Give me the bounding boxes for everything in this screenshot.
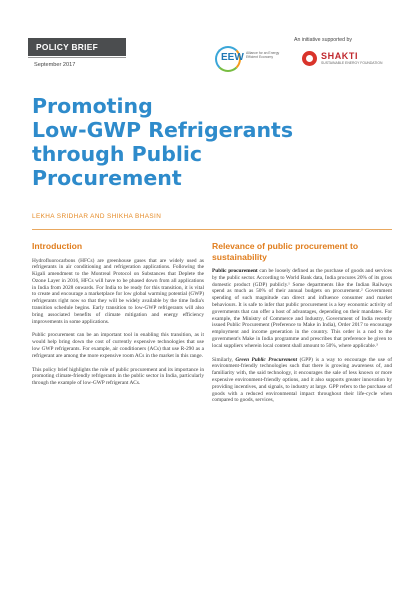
title-line-1: Promoting: [32, 94, 153, 118]
relevance-heading: Relevance of public procurement to sustainability: [212, 241, 359, 262]
relevance-section: [212, 241, 392, 411]
title-divider: [32, 229, 392, 230]
introduction-section: [32, 241, 204, 394]
introduction-paragraph-1: Hydrofluorocarbons (HFCs) are greenhouse gases that are widely used as refrigerants in air conditioning and refrigeration applications. Following the Kigali amendment to the Montreal Protocol on Substances that Deplete the Ozone Layer in 2016, HFCs will have to be phased down from all applications in India from 2028 onwards. For India to be ready for this transition, it is vital to create and encourage a marketplace for low global warming potential (GWP) refrigerants right now so that they will be widely available by the time India's transition schedule begins. Early transition to low-GWP refrigerants will also bring associated benefits of climate mitigation and energy efficiency improvements in some applications.: [32, 257, 204, 325]
publication-date: September 2017: [34, 62, 76, 68]
introduction-heading: Introduction: [32, 241, 83, 251]
title-line-4: Procurement: [32, 166, 182, 190]
eew-logo: [215, 46, 295, 78]
title-line-3: through Public: [32, 142, 203, 166]
document-title: [32, 94, 372, 190]
relevance-paragraph-2-text: (GPP) is a way to encourage the use of environment-friendly technologies such that there is growing awareness of, and familiarity with, the said technology, it encourages the sale of less known or more expensive environment-friendly options, and it also supports greater innovation by providing incentives, and signals, to industry at large. GPP refers to the purchase of goods with a reduced environmental impact throughout their life-cycle when compared to goods, services,: [212, 356, 392, 404]
eew-logo-mark: EEW: [221, 52, 244, 63]
shakti-logo-icon: [302, 51, 317, 66]
relevance-paragraph-1-text: can be loosely defined as the purchase of goods and services by the public sector. According to World Bank data, India procures 20% of its gross domestic product (GDP) publicly.¹ Some departments like the Indian Railways spend as much as 50% of their annual budgets on procurement.² Government spending of such magnitude can direct and influence consumer and market behaviours. It is safe to infer that public procurement is a key economic activity of governments that can offer a host of advantages, depending on their mandates. For example, the Ministry of Commerce and Industry, Government of India recently issued Public Procurement (Preference to Make in India), Order 2017 to encourage employment and income generation in the country. This order is a nod to the government's Make in India programme and prescribes that preference be given to local suppliers wherein local content shall amount to 50%, where applicable.³: [212, 268, 392, 349]
authors-line: LEKHA SRIDHAR AND SHIKHA BHASIN: [32, 213, 162, 220]
introduction-paragraph-3: This policy brief highlights the role of public procurement and its importance in promoting climate-friendly refrigerants in the public sector in India, particularly through the example of low-GWP refrigerant ACs.: [32, 366, 204, 387]
public-procurement-term: Public procurement: [212, 268, 258, 274]
introduction-paragraph-2: Public procurement can be an important tool in enabling this transition, as it would help bring down the cost of currently expensive technologies that use low GWP refrigerants. For example, air conditioners (ACs) that use R-290 as a refrigerant are among the more expensive room ACs in the market in this range.: [32, 332, 204, 359]
policy-brief-badge: POLICY BRIEF: [28, 38, 126, 56]
supported-by-text: An initiative supported by: [294, 37, 352, 43]
green-public-procurement-term: Green Public Procurement: [235, 356, 298, 363]
badge-divider: [28, 57, 126, 58]
shakti-logo-name: SHAKTI: [321, 51, 359, 61]
relevance-paragraph-1: [212, 268, 392, 350]
title-line-2: Low-GWP Refrigerants: [32, 118, 294, 142]
shakti-logo-subtitle: SUSTAINABLE ENERGY FOUNDATION: [321, 61, 383, 65]
eew-logo-subtitle: Alliance for an Energy Efficient Economy: [246, 51, 280, 60]
relevance-paragraph-2-prefix: Similarly,: [212, 356, 236, 363]
relevance-paragraph-2: [212, 357, 392, 405]
shakti-logo: [302, 47, 392, 73]
